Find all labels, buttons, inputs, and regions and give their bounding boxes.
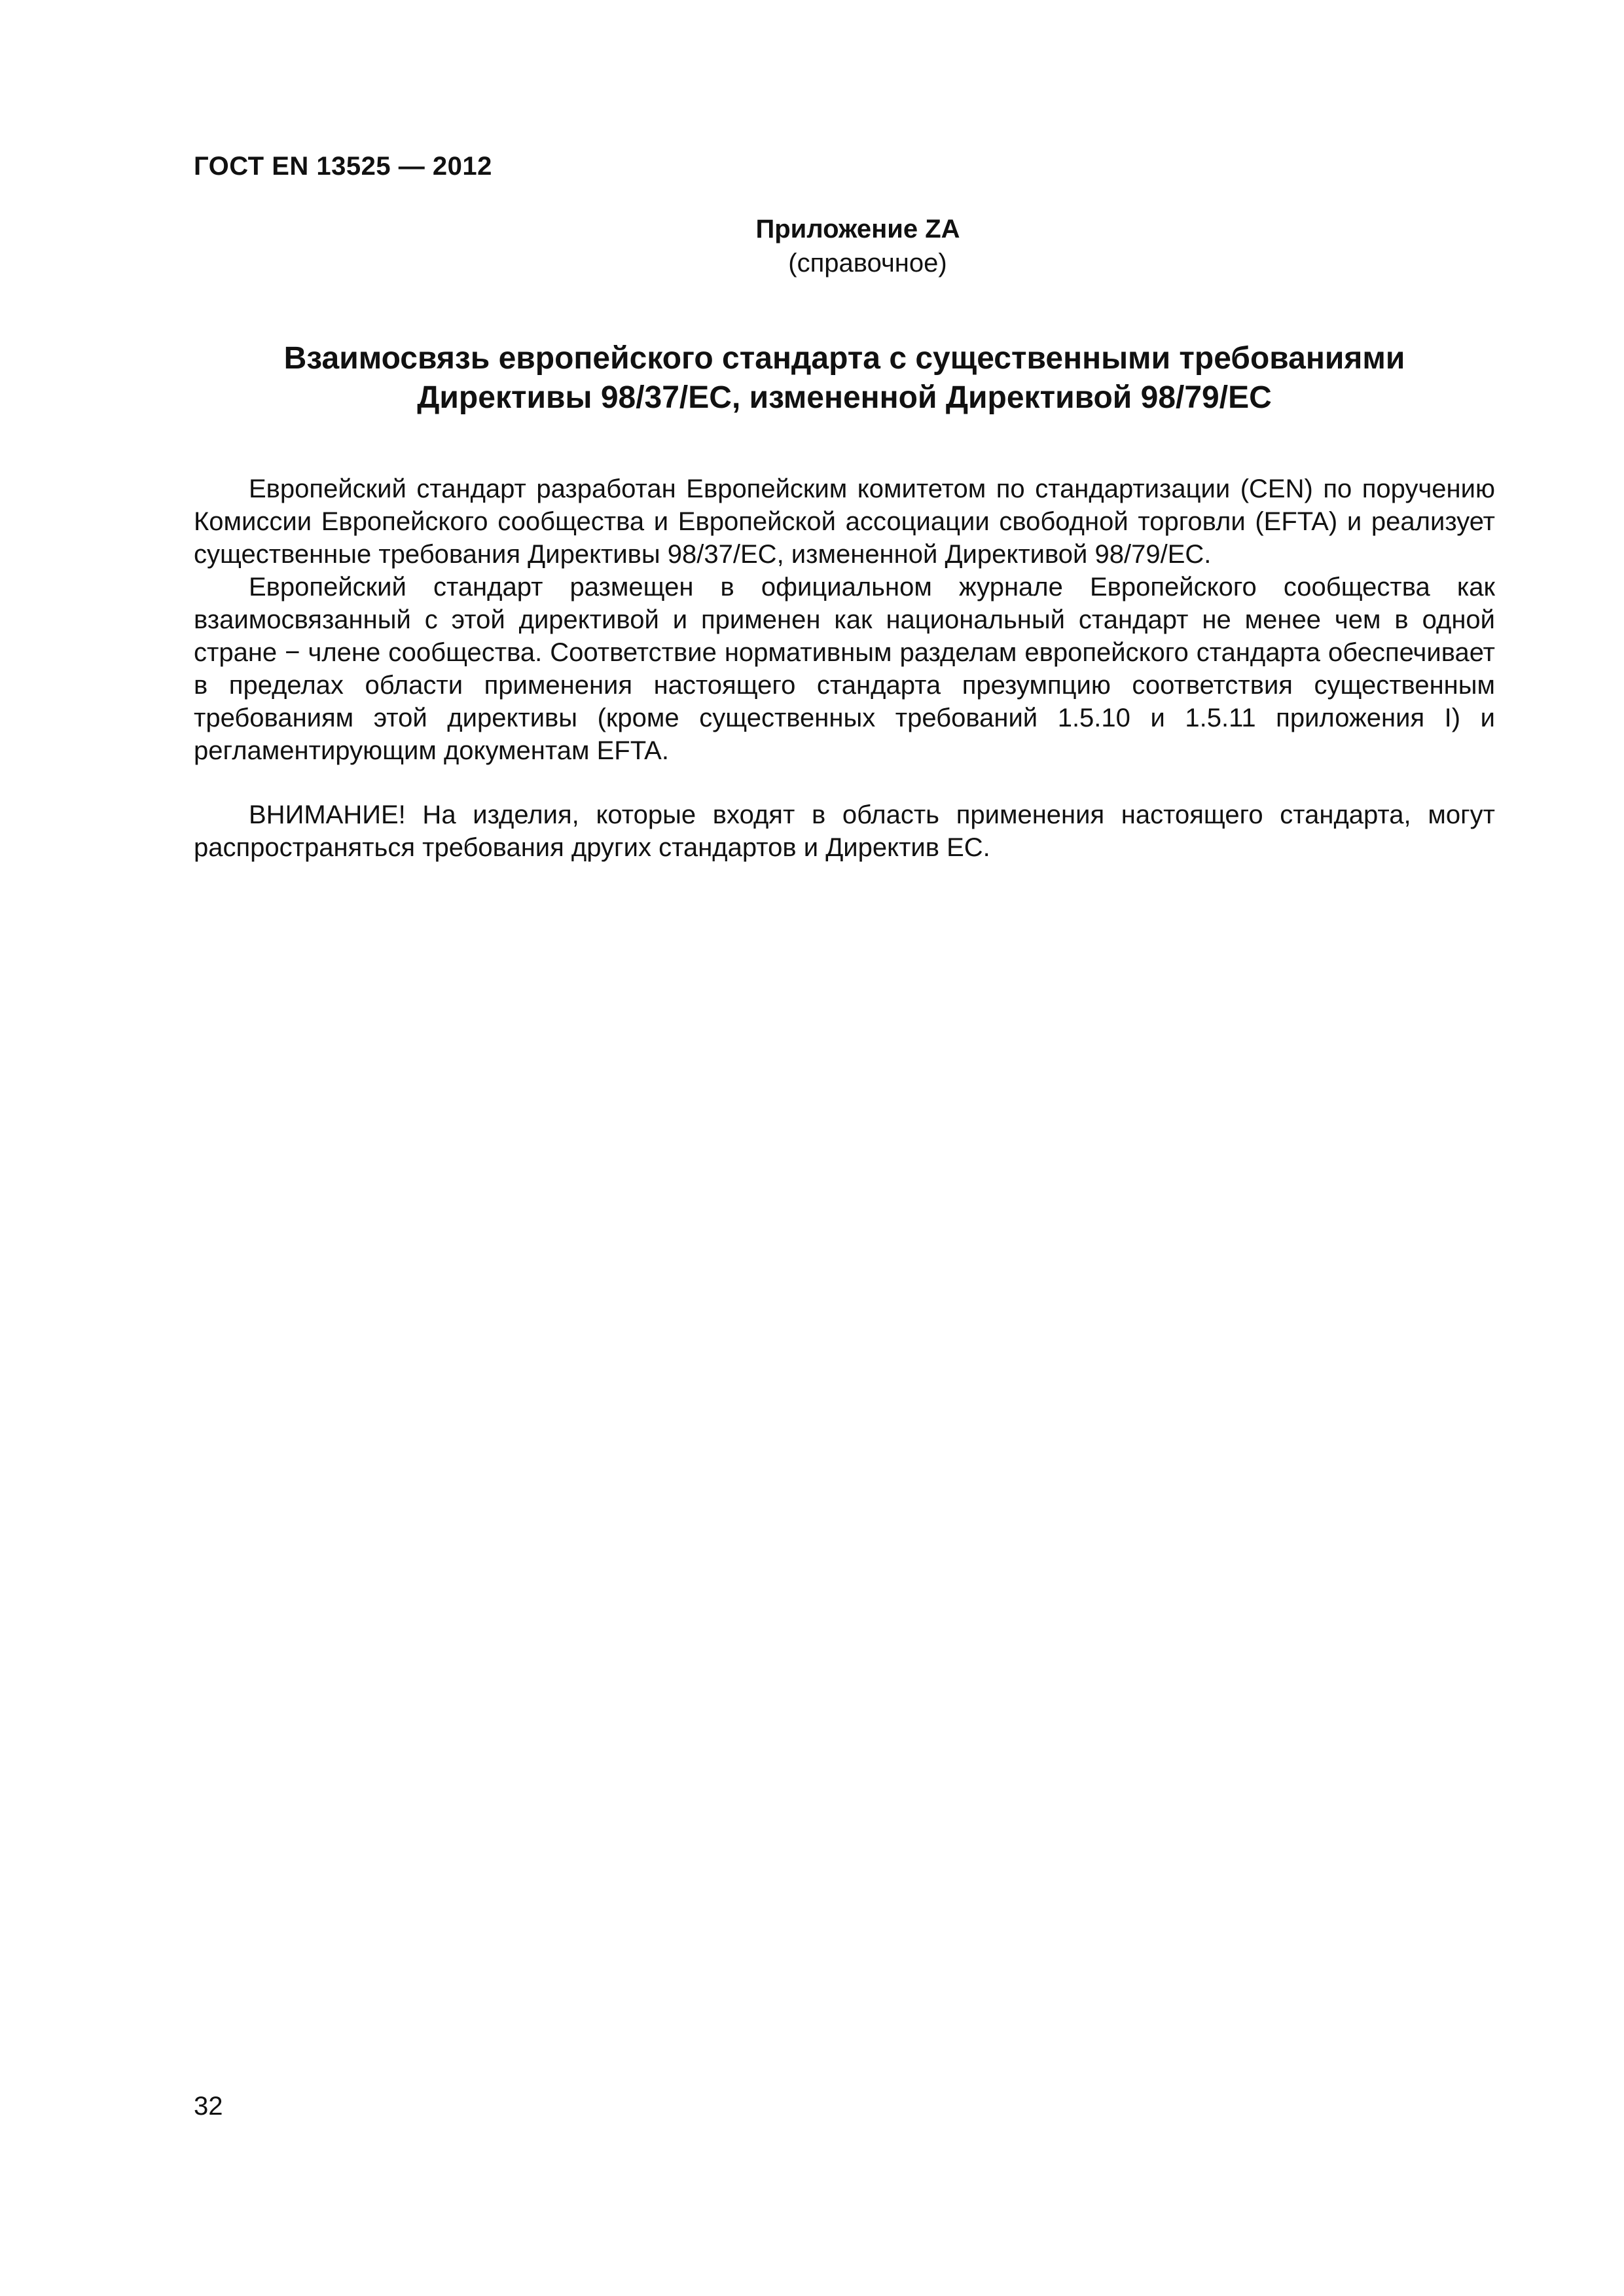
annex-type: (справочное) — [788, 249, 947, 278]
annex-title: Приложение ZA — [755, 215, 960, 243]
annex-heading-line-1: Взаимосвязь европейского стандарта с существенными требованиями — [283, 341, 1405, 376]
annex-heading-line-2: Директивы 98/37/ЕС, измененной Директивой 98/79/ЕС — [417, 380, 1272, 415]
paragraph-cen-mandate: Европейский стандарт разработан Европейским комитетом по стандартизации (CEN) по поручению Комиссии Европейского сообщества и Европейской ассоциации свободной торговли (EFTA) и реализует существенные требования Директивы 98/37/ЕС, измененной Директивой 98/79/ЕС. — [194, 475, 1495, 569]
body-text — [194, 473, 1495, 864]
paragraph-official-journal: Европейский стандарт размещен в официальном журнале Европейского сообщества как взаимосвязанный с этой директивой и применен как национальный стандарт не менее чем в одной стране − члене сообщества. Соответствие нормативным разделам европейского стандарта обеспечивает в пределах области применения настоящего стандарта презумпцию соответствия существенным требованиям этой директивы (кроме существенных требований 1.5.10 и 1.5.11 приложения I) и регламентирующим документам EFTA. — [194, 573, 1495, 765]
annex-heading — [194, 339, 1495, 418]
standard-code-header: ГОСТ EN 13525 — 2012 — [194, 152, 492, 181]
page-number: 32 — [194, 2092, 223, 2121]
paragraph-attention: ВНИМАНИЕ! На изделия, которые входят в область применения настоящего стандарта, могут распространяться требования других стандартов и Директив ЕС. — [194, 800, 1495, 862]
